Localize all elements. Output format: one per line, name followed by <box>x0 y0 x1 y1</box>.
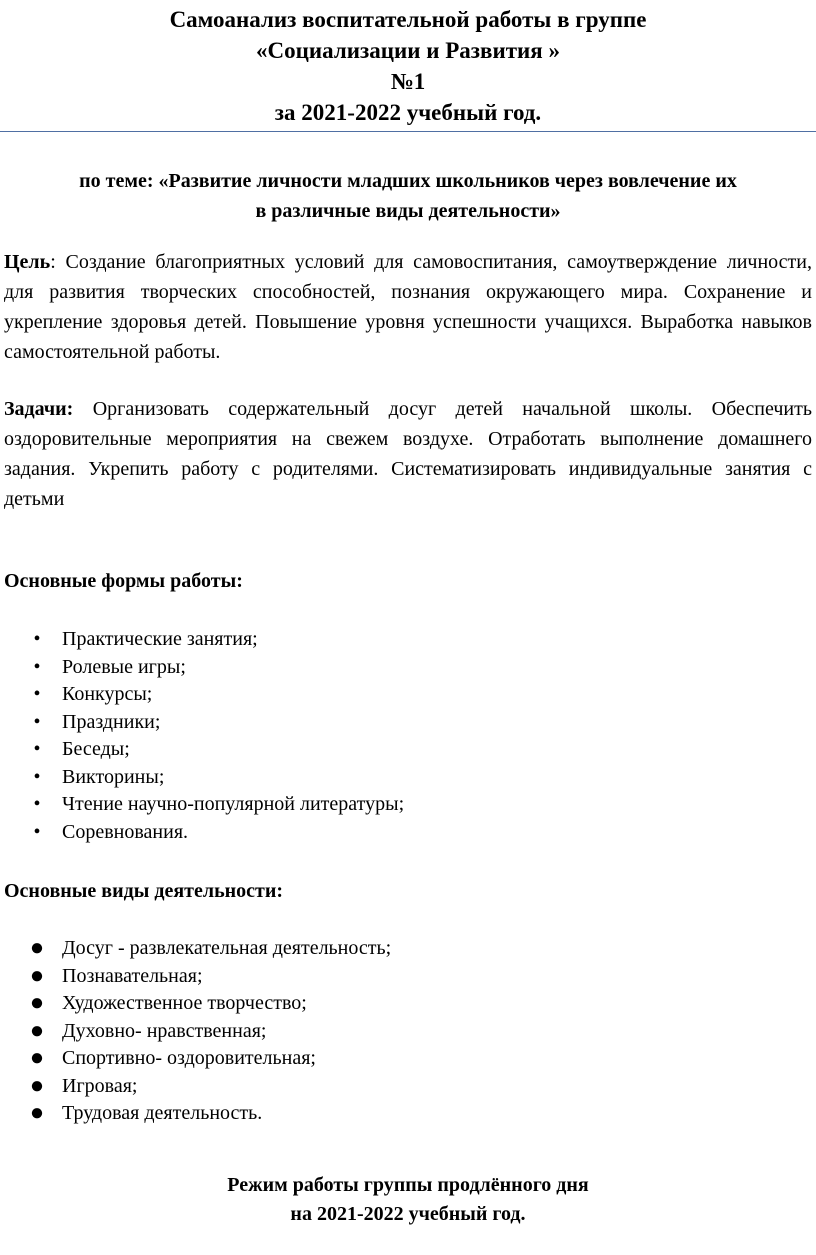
list-item <box>0 1018 391 1046</box>
list-item-text: Беседы; <box>62 738 130 760</box>
goal-text: Создание благоприятных условий для самовоспитания, самоутверждение личности, для развития творческих способностей, познания окружающего мира. Сохранение и укрепление здоровья детей. Повышение уровня успешности учащихся. Выработка навыков самостоятельной работы. <box>4 251 812 363</box>
list-item <box>0 963 391 991</box>
list-item-text: Чтение научно-популярной литературы; <box>62 793 405 815</box>
forms-list <box>0 626 404 846</box>
list-item <box>0 626 404 654</box>
goal-paragraph <box>4 247 812 367</box>
list-item <box>0 990 391 1018</box>
bullet-icon: • <box>33 655 41 678</box>
list-item <box>0 654 404 682</box>
title-line-4: за 2021-2022 учебный год. <box>274 100 542 125</box>
list-item <box>0 709 404 737</box>
list-item-text: Досуг - развлекательная деятельность; <box>62 937 392 959</box>
list-item <box>0 736 404 764</box>
theme-line-2: в различные виды деятельности» <box>255 200 561 222</box>
tasks-label: Задачи: <box>4 398 74 420</box>
bullet-icon: • <box>33 628 41 650</box>
title-line-2: «Социализации и Развития » <box>256 38 560 63</box>
list-item <box>0 1045 391 1073</box>
activities-heading: Основные виды деятельности: <box>4 880 284 902</box>
bullet-icon: ● <box>29 1072 45 1099</box>
bullet-icon: • <box>33 710 41 733</box>
list-item-text: Трудовая деятельность. <box>62 1102 263 1124</box>
regime-heading <box>0 1171 816 1229</box>
regime-line-1: Режим работы группы продлённого дня <box>227 1174 589 1196</box>
forms-heading: Основные формы работы: <box>4 570 243 592</box>
bullet-icon: ● <box>29 1045 45 1071</box>
list-item-text: Праздники; <box>62 710 161 733</box>
tasks-text: Организовать содержательный досуг детей начальной школы. Обеспечить оздоровительные мероприятия на свежем воздухе. Отработать выполнение домашнего задания. Укрепить работу с родителями. Систематизировать индивидуальные занятия с детьми <box>4 398 812 510</box>
theme-line-1: по теме: «Развитие личности младших школьников через вовлечение их <box>79 170 737 192</box>
regime-line-2: на 2021-2022 учебный год. <box>290 1203 526 1225</box>
list-item-text: Конкурсы; <box>62 683 153 705</box>
bullet-icon: ● <box>29 990 45 1016</box>
bullet-icon: ● <box>29 1017 45 1044</box>
list-item <box>0 1073 391 1101</box>
tasks-paragraph <box>4 394 812 514</box>
list-item-text: Игровая; <box>62 1074 138 1097</box>
list-item <box>0 819 404 847</box>
bullet-icon: • <box>33 683 41 705</box>
goal-label: Цель <box>4 251 51 273</box>
theme-heading <box>4 166 812 226</box>
list-item-text: Викторины; <box>62 765 165 788</box>
bullet-icon: • <box>33 820 41 843</box>
list-item-text: Спортивно- оздоровительная; <box>62 1047 316 1069</box>
list-item-text: Духовно- нравственная; <box>62 1019 267 1042</box>
list-item <box>0 791 404 819</box>
list-item-text: Познавательная; <box>62 964 203 987</box>
list-item-text: Ролевые игры; <box>62 655 186 678</box>
bullet-icon: • <box>33 793 41 815</box>
goal-separator: : <box>50 251 56 273</box>
bullet-icon: ● <box>29 935 45 961</box>
bullet-icon: ● <box>29 962 45 989</box>
list-item-text: Соревнования. <box>62 820 189 843</box>
title-line-1: Самоанализ воспитательной работы в группе <box>169 7 647 32</box>
bullet-icon: ● <box>29 1100 45 1126</box>
list-item <box>0 681 404 709</box>
title-line-3: №1 <box>390 69 426 94</box>
list-item-text: Художественное творчество; <box>62 992 307 1014</box>
bullet-icon: • <box>33 765 41 788</box>
list-item-text: Практические занятия; <box>62 628 258 650</box>
bullet-icon: • <box>33 738 41 760</box>
document-title <box>0 4 816 128</box>
activities-list <box>0 935 391 1128</box>
list-item <box>0 764 404 792</box>
list-item <box>0 935 391 963</box>
list-item <box>0 1100 391 1128</box>
title-divider <box>0 131 816 132</box>
